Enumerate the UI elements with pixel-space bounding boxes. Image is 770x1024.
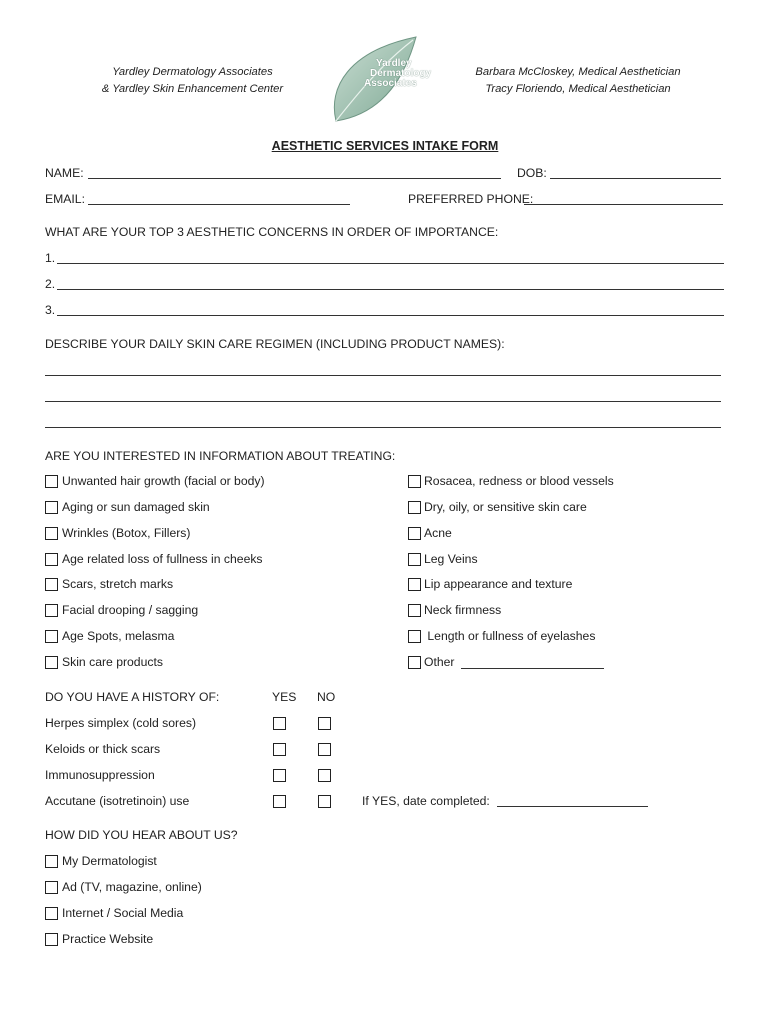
practice-subname: & Yardley Skin Enhancement Center	[101, 83, 284, 95]
history-label-immunosuppression: Immunosuppression	[45, 768, 155, 782]
concern-field-3[interactable]	[57, 315, 724, 316]
interest-label-neck: Neck firmness	[424, 603, 502, 617]
regimen-field-2[interactable]	[45, 401, 721, 402]
interest-checkbox-sun-damage[interactable]	[45, 501, 58, 514]
interest-checkbox-acne[interactable]	[408, 527, 421, 540]
practice-logo	[328, 33, 443, 125]
hear-checkbox-website[interactable]	[45, 933, 58, 946]
interest-label-lip: Lip appearance and texture	[424, 577, 573, 591]
form-title: AESTHETIC SERVICES INTAKE FORM	[271, 139, 499, 153]
interest-label-leg-veins: Leg Veins	[424, 552, 478, 566]
interest-label-rosacea: Rosacea, redness or blood vessels	[424, 474, 614, 488]
concerns-question: WHAT ARE YOUR TOP 3 AESTHETIC CONCERNS IN ORDER OF IMPORTANCE:	[45, 225, 499, 239]
interest-checkbox-scars[interactable]	[45, 578, 58, 591]
interest-checkbox-hair-growth[interactable]	[45, 475, 58, 488]
other-field[interactable]	[461, 668, 604, 669]
hear-label-website: Practice Website	[62, 932, 154, 946]
interest-label-sun-damage: Aging or sun damaged skin	[62, 500, 210, 514]
logo-text-1: Yardley	[376, 58, 412, 69]
regimen-question: DESCRIBE YOUR DAILY SKIN CARE REGIMEN (INCLUDING PRODUCT NAMES):	[45, 337, 505, 351]
dob-field[interactable]	[550, 178, 721, 179]
concern-number-2: 2.	[45, 277, 56, 291]
concern-number-3: 3.	[45, 303, 56, 317]
interest-label-eyelashes: Length or fullness of eyelashes	[424, 629, 596, 643]
interest-question: ARE YOU INTERESTED IN INFORMATION ABOUT TREATING:	[45, 449, 396, 463]
name-label: NAME:	[45, 166, 84, 180]
interest-label-skin-care-products: Skin care products	[62, 655, 163, 669]
interest-label-cheek-fullness: Age related loss of fullness in cheeks	[62, 552, 263, 566]
dob-label: DOB:	[517, 166, 547, 180]
email-field[interactable]	[88, 204, 350, 205]
interest-checkbox-lip[interactable]	[408, 578, 421, 591]
aesthetician-2: Tracy Floriendo, Medical Aesthetician	[485, 83, 671, 95]
interest-label-wrinkles: Wrinkles (Botox, Fillers)	[62, 526, 191, 540]
logo-text-3: Associates	[364, 78, 417, 89]
hear-label-internet: Internet / Social Media	[62, 906, 184, 920]
interest-checkbox-cheek-fullness[interactable]	[45, 553, 58, 566]
hear-label-ad: Ad (TV, magazine, online)	[62, 880, 202, 894]
history-keloids-no-checkbox[interactable]	[318, 743, 331, 756]
history-label-accutane: Accutane (isotretinoin) use	[45, 794, 190, 808]
concern-field-2[interactable]	[57, 289, 724, 290]
history-keloids-yes-checkbox[interactable]	[273, 743, 286, 756]
interest-checkbox-neck[interactable]	[408, 604, 421, 617]
aesthetician-1: Barbara McCloskey, Medical Aesthetician	[475, 66, 681, 78]
name-field[interactable]	[88, 178, 501, 179]
history-question: DO YOU HAVE A HISTORY OF:	[45, 690, 220, 704]
interest-checkbox-drooping[interactable]	[45, 604, 58, 617]
interest-label-acne: Acne	[424, 526, 452, 540]
hear-checkbox-dermatologist[interactable]	[45, 855, 58, 868]
phone-field[interactable]	[524, 204, 723, 205]
interest-checkbox-leg-veins[interactable]	[408, 553, 421, 566]
history-accutane-yes-checkbox[interactable]	[273, 795, 286, 808]
interest-label-other: Other	[424, 655, 455, 669]
hear-label-dermatologist: My Dermatologist	[62, 854, 157, 868]
regimen-field-1[interactable]	[45, 375, 721, 376]
concern-number-1: 1.	[45, 251, 56, 265]
history-label-keloids: Keloids or thick scars	[45, 742, 161, 756]
yes-header: YES	[272, 690, 297, 704]
interest-checkbox-age-spots[interactable]	[45, 630, 58, 643]
concern-field-1[interactable]	[57, 263, 724, 264]
interest-checkbox-other[interactable]	[408, 656, 421, 669]
interest-checkbox-wrinkles[interactable]	[45, 527, 58, 540]
practice-name: Yardley Dermatology Associates	[112, 66, 273, 78]
phone-label: PREFERRED PHONE:	[408, 192, 534, 206]
interest-label-age-spots: Age Spots, melasma	[62, 629, 175, 643]
interest-checkbox-rosacea[interactable]	[408, 475, 421, 488]
history-immuno-yes-checkbox[interactable]	[273, 769, 286, 782]
interest-checkbox-dry-oily[interactable]	[408, 501, 421, 514]
interest-label-drooping: Facial drooping / sagging	[62, 603, 199, 617]
interest-checkbox-skin-care-products[interactable]	[45, 656, 58, 669]
hear-checkbox-internet[interactable]	[45, 907, 58, 920]
interest-label-dry-oily: Dry, oily, or sensitive skin care	[424, 500, 587, 514]
history-herpes-no-checkbox[interactable]	[318, 717, 331, 730]
interest-label-hair-growth: Unwanted hair growth (facial or body)	[62, 474, 265, 488]
interest-label-scars: Scars, stretch marks	[62, 577, 174, 591]
accutane-date-field[interactable]	[497, 806, 648, 807]
history-accutane-no-checkbox[interactable]	[318, 795, 331, 808]
accutane-date-label: If YES, date completed:	[362, 794, 490, 808]
regimen-field-3[interactable]	[45, 427, 721, 428]
hear-question: HOW DID YOU HEAR ABOUT US?	[45, 828, 238, 842]
no-header: NO	[317, 690, 336, 704]
email-label: EMAIL:	[45, 192, 85, 206]
hear-checkbox-ad[interactable]	[45, 881, 58, 894]
history-immuno-no-checkbox[interactable]	[318, 769, 331, 782]
interest-checkbox-eyelashes[interactable]	[408, 630, 421, 643]
history-label-herpes: Herpes simplex (cold sores)	[45, 716, 197, 730]
history-herpes-yes-checkbox[interactable]	[273, 717, 286, 730]
logo-text-2: Dermatology	[370, 68, 432, 79]
